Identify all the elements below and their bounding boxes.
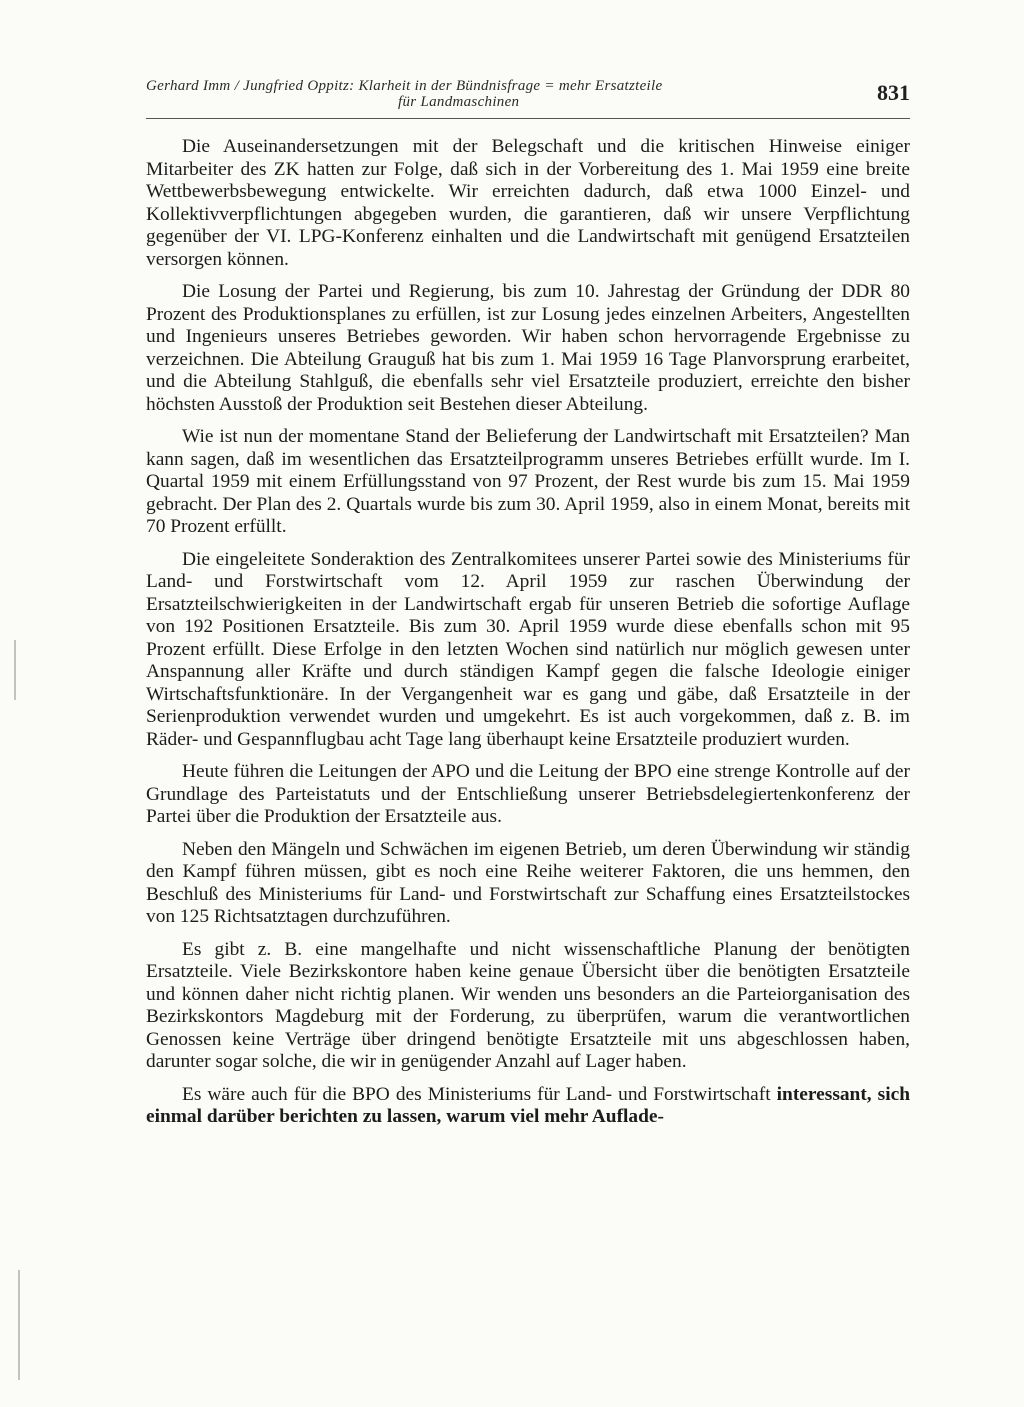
left-margin-speck: [18, 1270, 20, 1380]
paragraph: Heute führen die Leitungen der APO und die Leitung der BPO eine strenge Kontrolle auf der Grundlage des Parteistatuts und der Entschließung unserer Betriebsdelegiertenkonferenz der Partei über die Produktion der Ersatzteile aus.: [146, 761, 910, 827]
paragraph-last: [146, 1084, 910, 1129]
paragraph: Neben den Mängeln und Schwächen im eigenen Betrieb, um deren Überwindung wir ständig den Kampf führen müssen, gibt es noch eine Reihe weiterer Faktoren, die uns hemmen, den Beschluß des Ministeriums für Land- und Forstwirtschaft zur Schaffung eines Ersatzteilstockes von 125 Richtsatztagen durchzuführen.: [146, 838, 910, 927]
running-head-line-1: Gerhard Imm / Jungfried Oppitz: Klarheit in der Bündnisfrage = mehr Ersatzteile: [146, 78, 663, 94]
page-header: [146, 78, 910, 122]
running-head-line-2: für Landmaschinen: [398, 94, 520, 110]
paragraph: Die eingeleitete Sonderaktion des Zentralkomitees unserer Partei sowie des Ministeriums für Land- und Forstwirtschaft vom 12. April 1959 zur raschen Überwindung der Ersatzteilschwierigkeiten in der Landwirtschaft ergab für unseren Betrieb die sofortige Auflage von 192 Positionen Ersatzteile. Bis zum 30. April 1959 wurde diese ebenfalls schon mit 95 Prozent erfüllt. Diese Erfolge in den letzten Wochen sind natürlich nur möglich gewesen unter Anspannung aller Kräfte und durch ständigen Kampf gegen die falsche Ideologie einiger Wirtschaftsfunktionäre. In der Vergangenheit war es gang und gäbe, daß Ersatzteile in der Serienproduktion verwendet wurden und umgekehrt. Es ist auch vorgekommen, daß z. B. im Räder- und Gespannflugbau acht Tage lang überhaupt keine Ersatzteile produziert wurden.: [146, 548, 910, 750]
page-number: 831: [877, 80, 910, 105]
paragraph-last-lead: Es wäre auch für die BPO des Ministeriums für Land- und Forstwirtschaft: [182, 1083, 777, 1105]
paragraph-last-bold-tail: interessant, sich einmal darüber berichten zu lassen, warum viel mehr Auflade-: [146, 1083, 910, 1127]
paragraph: Es gibt z. B. eine mangelhafte und nicht wissenschaftliche Planung der benötigten Ersatzteile. Viele Bezirkskontore haben keine genaue Übersicht über die benötigten Ersatzteile und können daher nicht richtig planen. Wir wenden uns besonders an die Parteiorganisation des Bezirkskontors Magdeburg mit der Forderung, zu überprüfen, warum die verantwortlichen Genossen keine Verträge über dringend benötigte Ersatzteile mit uns abgeschlossen haben, darunter sogar solche, die wir in genügender Anzahl auf Lager haben.: [146, 938, 910, 1072]
body-text: [146, 136, 910, 1129]
header-rule: [146, 118, 910, 119]
left-margin-speck: [14, 640, 16, 700]
paragraph: Wie ist nun der momentane Stand der Belieferung der Landwirtschaft mit Ersatzteilen? Man kann sagen, daß im wesentlichen das Ersatzteilprogramm unseres Betriebes erfüllt wurde. Im I. Quartal 1959 mit einem Erfüllungsstand von 97 Prozent, der Rest wurde bis zum 15. Mai 1959 gebracht. Der Plan des 2. Quartals wurde bis zum 30. April 1959, also in einem Monat, bereits mit 70 Prozent erfüllt.: [146, 426, 910, 537]
running-head: [146, 78, 826, 110]
paragraph: Die Auseinandersetzungen mit der Belegschaft und die kritischen Hinweise einiger Mitarbeiter des ZK hatten zur Folge, daß sich in der Vorbereitung des 1. Mai 1959 eine breite Wettbewerbsbewegung entwickelte. Wir erreichten dadurch, daß etwa 1000 Einzel- und Kollektivverpflichtungen abgegeben wurden, die garantieren, daß wir unsere Verpflichtung gegenüber der VI. LPG-Konferenz einhalten und die Landwirtschaft mit genügend Ersatzteilen versorgen können.: [146, 136, 910, 270]
paragraph: Die Losung der Partei und Regierung, bis zum 10. Jahrestag der Gründung der DDR 80 Prozent des Produktionsplanes zu erfüllen, ist zur Losung jedes einzelnen Arbeiters, Angestellten und Ingenieurs unseres Betriebes geworden. Wir haben schon hervorragende Ergebnisse zu verzeichnen. Die Abteilung Grauguß hat bis zum 1. Mai 1959 16 Tage Planvorsprung erarbeitet, und die Abteilung Stahlguß, die ebenfalls sehr viel Ersatzteile produziert, erreichte den bisher höchsten Ausstoß der Produktion seit Bestehen dieser Abteilung.: [146, 281, 910, 415]
